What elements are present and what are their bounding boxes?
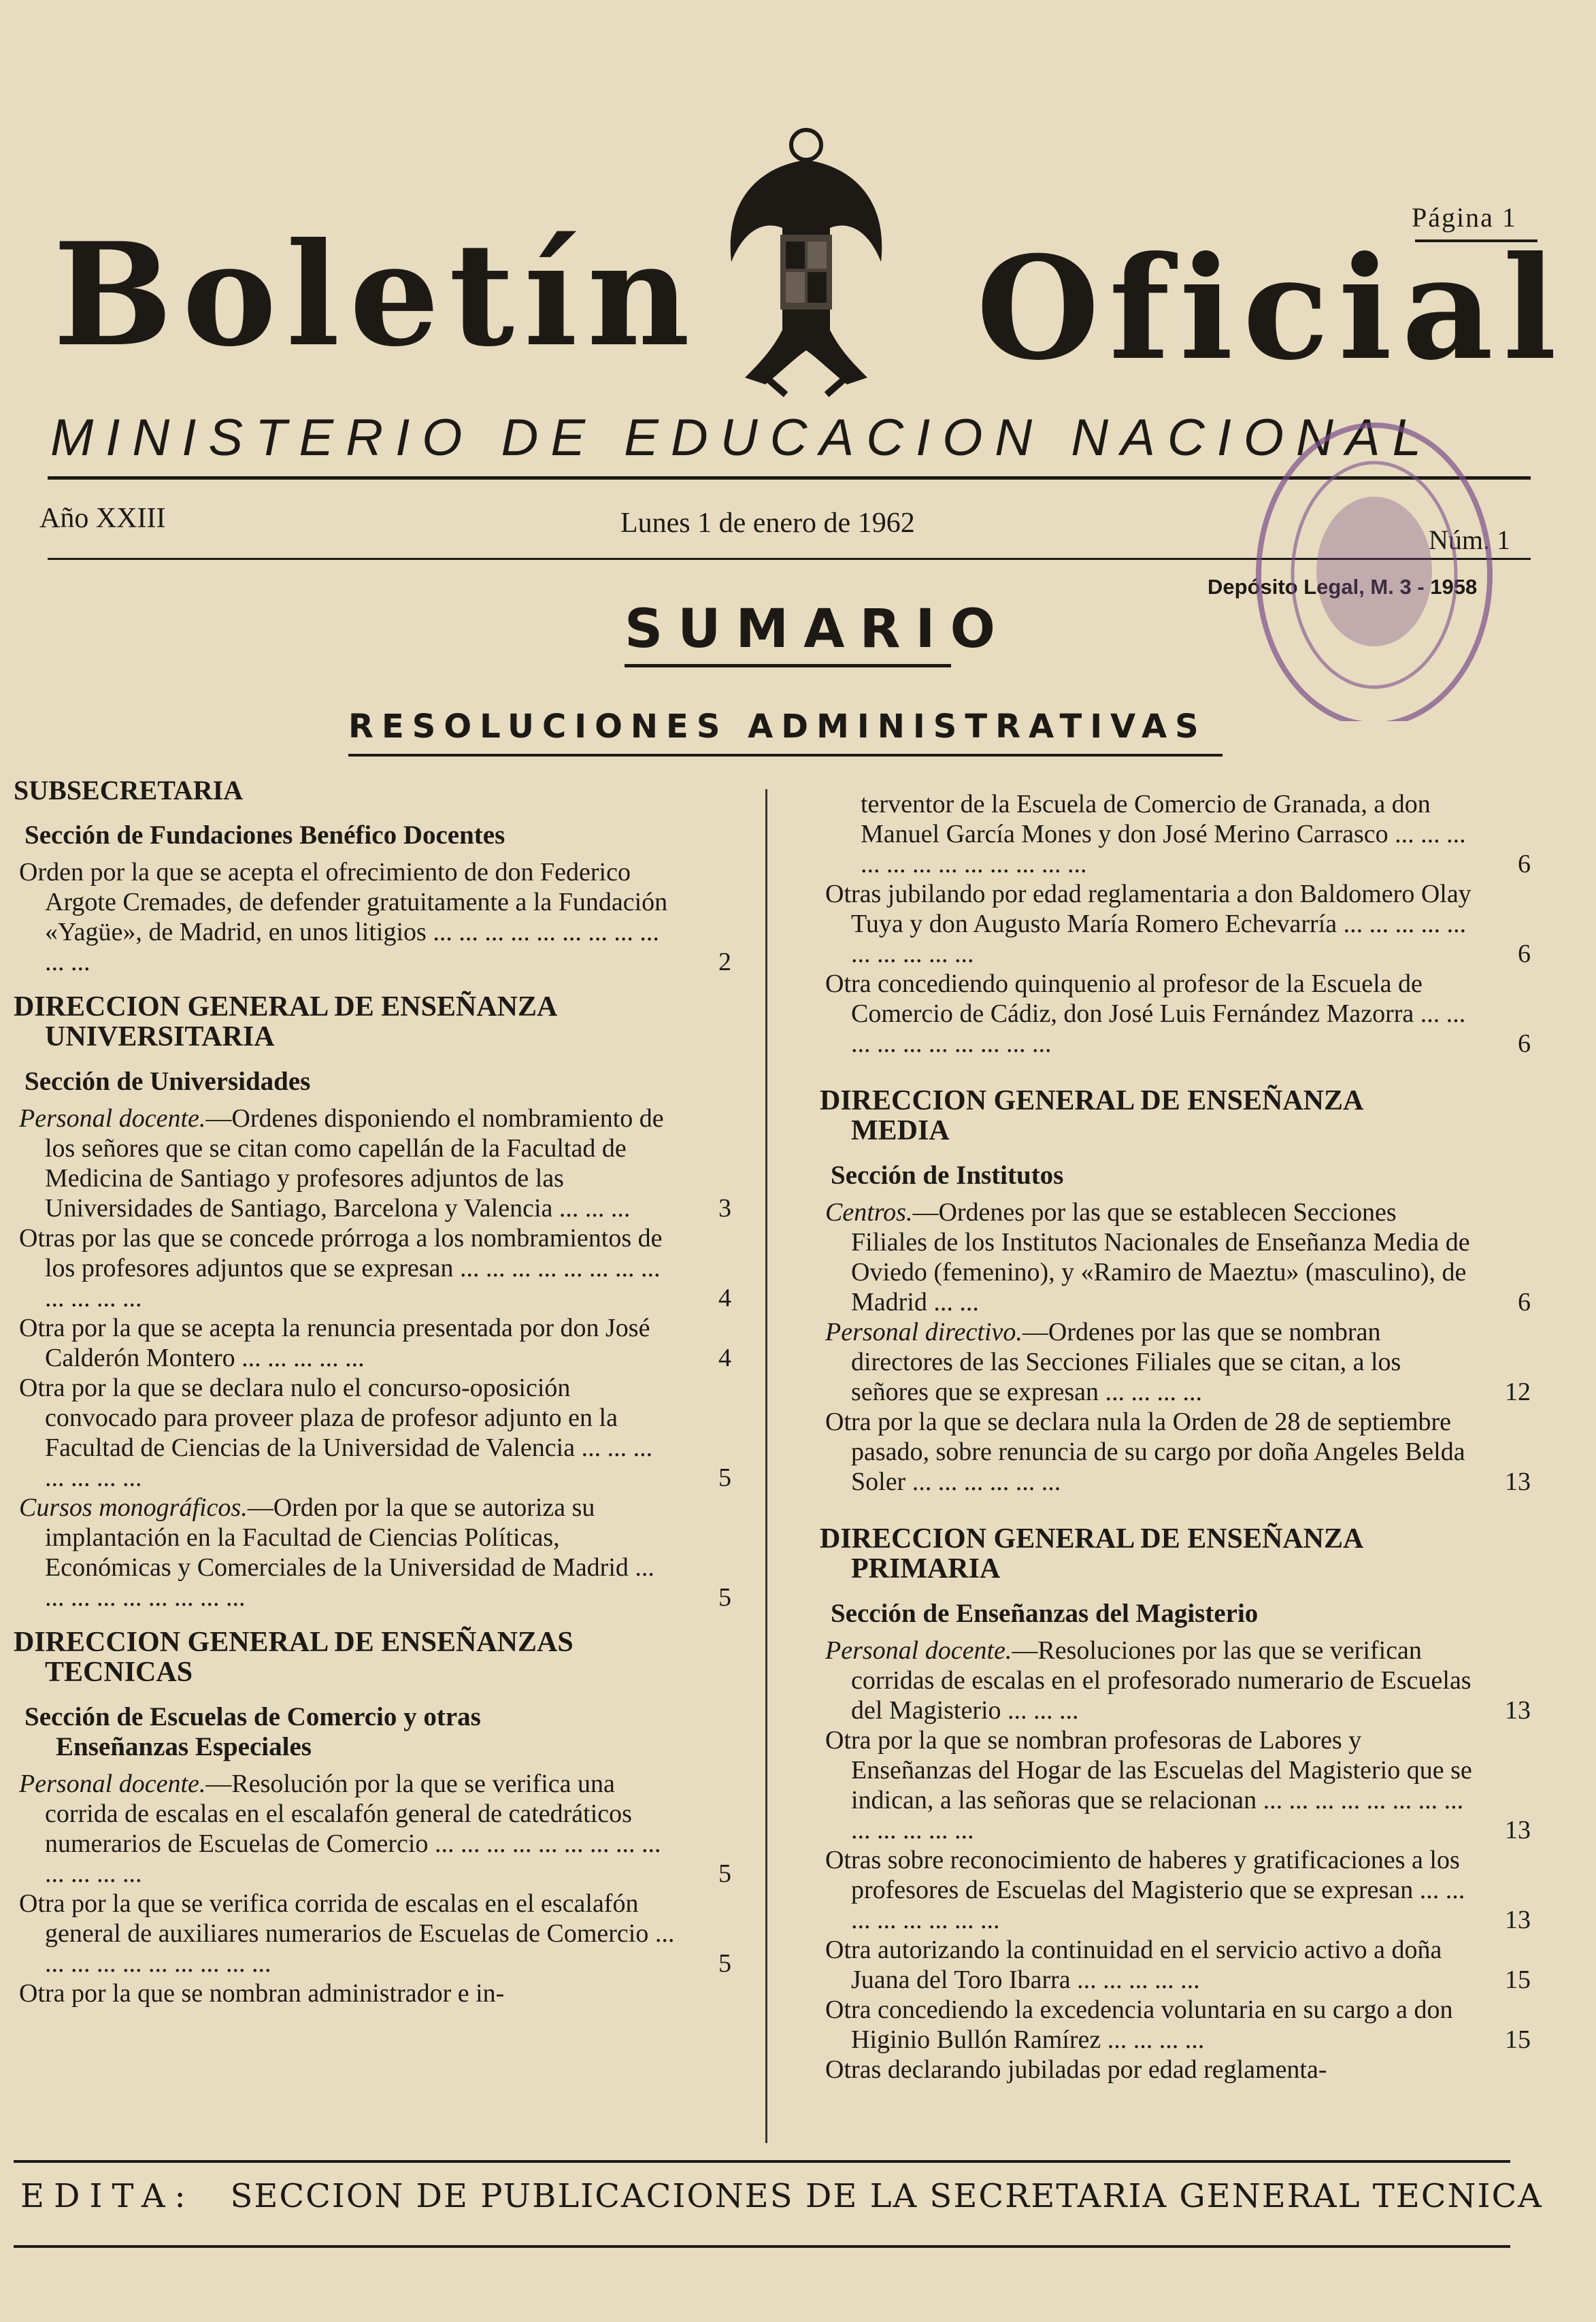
entry-page: 15	[1505, 1966, 1531, 1994]
section-dir-tecnicas	[14, 1627, 731, 1687]
entry-text: Otra por la que se declara nula la Orden de 28 de septiembre pasado, sobre renuncia de su cargo por doña Angeles Belda Soler ... ... ... ... ... ...	[825, 1408, 1465, 1496]
section-title-line: DIRECCION GENERAL DE ENSEÑANZA	[14, 991, 558, 1023]
entry-text: Otra por la que se nombran profesoras de Labores y Enseñanzas del Hogar de las Escuelas del Magisterio que se indican, a las señoras que se relacionan ... ... ... ... ... ... ... ... ... ... ... ... ...	[825, 1726, 1472, 1844]
footer-rule-top	[14, 2160, 1510, 2163]
subsection-magisterio: Sección de Enseñanzas del Magisterio	[831, 1599, 1259, 1628]
publisher-name: SECCION DE PUBLICACIONES DE LA SECRETARIA GENERAL TECNICA	[230, 2177, 1543, 2215]
entry-text: terventor de la Escuela de Comercio de Granada, a don Manuel García Mones y don José Merino Carrasco ... ... ... ... ... ... ... ... ... ... ... ...	[861, 790, 1466, 878]
section-dir-media	[820, 1086, 1531, 1146]
entry-text: Otras sobre reconocimiento de haberes y gratificaciones a los profesores de Escuelas del Magisterio que se expresan ... ... ... ... ... ... ... ...	[825, 1846, 1465, 1934]
toc-entry	[14, 1769, 731, 1889]
entry-text: Orden por la que se acepta el ofrecimiento de don Federico Argote Cremades, de defender gratuitamente a la Fundación «Yagüe», de Madrid, en unos litigios ... ... ... ... ... ... ... ... ... ... ...	[19, 858, 668, 976]
toc-entry	[820, 789, 1531, 879]
entry-page: 6	[1518, 1029, 1531, 1058]
entry-text: —Ordenes disponiendo el nombramiento de los señores que se citan como capellán de la Facultad de Medicina de Santiago y profesores adjuntos de las Universidades de Santiago, Barcelona y Valencia ... ... ...	[45, 1104, 664, 1223]
entry-text: Otras jubilando por edad reglamentaria a don Baldomero Olay Tuya y don Augusto María Romero Echevarría ... ... ... ... ... ... ... ... ... ...	[825, 880, 1472, 968]
entry-page: 13	[1505, 1906, 1531, 1934]
entry-text: Otra concediendo la excedencia voluntaria en su cargo a don Higinio Bullón Ramírez ... ... ... ...	[825, 1995, 1453, 2054]
toc-entry	[820, 1197, 1531, 1317]
entry-text: —Orden por la que se autoriza su implantación en la Facultad de Ciencias Políticas, Económicas y Comerciales de la Universidad de Madrid ... ... ... ... ... ... ... ... ...	[45, 1493, 654, 1612]
toc-entry	[14, 1104, 731, 1223]
publisher-label: EDITA:	[20, 2177, 195, 2215]
publisher-line	[20, 2177, 1543, 2215]
page-number: Página 1	[1412, 202, 1517, 233]
resolutions-heading: RESOLUCIONES ADMINISTRATIVAS	[348, 708, 1207, 746]
section-title-line: DIRECCION GENERAL DE ENSEÑANZA	[820, 1523, 1364, 1555]
summary-rule	[625, 664, 951, 667]
entry-lead: Personal docente.	[825, 1636, 1012, 1665]
entry-page: 4	[718, 1344, 731, 1372]
entry-lead: Centros.	[825, 1198, 913, 1227]
subsection-fundaciones: Sección de Fundaciones Benéfico Docentes	[24, 820, 505, 850]
toc-entry	[820, 1636, 1531, 1725]
issue-date: Lunes 1 de enero de 1962	[620, 508, 915, 539]
toc-entry	[820, 2055, 1531, 2085]
entry-text: Otra por la que se nombran administrador e in-	[19, 1979, 505, 2008]
entry-page: 2	[718, 948, 731, 976]
toc-entry	[14, 1978, 731, 2008]
entry-page: 6	[1518, 1288, 1531, 1316]
section-title-line: DIRECCION GENERAL DE ENSEÑANZA	[820, 1085, 1364, 1116]
toc-entry	[820, 879, 1531, 969]
right-column	[820, 789, 1531, 2085]
entry-text: Otra concediendo quinquenio al profesor de la Escuela de Comercio de Cádiz, don José Luis Fernández Mazorra ... ... ... ... ... ... ... ... ... ...	[825, 969, 1466, 1058]
resolutions-rule	[348, 754, 1223, 757]
column-divider	[765, 789, 767, 2143]
toc-entry	[14, 1223, 731, 1313]
toc-entry	[14, 1313, 731, 1373]
toc-entry	[820, 969, 1531, 1059]
entry-page: 6	[1518, 940, 1531, 968]
entry-text: —Ordenes por las que se establecen Secciones Filiales de los Institutos Nacionales de Enseñanza Media de Oviedo (femenino), y «Ramiro de Maeztu» (masculino), de Madrid ... ...	[851, 1198, 1470, 1316]
section-title-line: PRIMARIA	[851, 1553, 1001, 1585]
entry-lead: Personal directivo.	[825, 1318, 1023, 1346]
toc-entry	[14, 1889, 731, 1978]
subsection-universidades: Sección de Universidades	[24, 1067, 311, 1096]
entry-text: —Resoluciones por las que se verifican corridas de escalas en el profesorado numerario de Escuelas del Magisterio ... ... ...	[851, 1636, 1472, 1725]
ministry-name: MINISTERIO DE EDUCACION NACIONAL	[50, 409, 1433, 467]
entry-text: Otra autorizando la continuidad en el servicio activo a doña Juana del Toro Ibarra ... ... ... ... ...	[825, 1936, 1442, 1994]
subsection-title-line: Sección de Escuelas de Comercio y otras	[24, 1702, 481, 1731]
coat-of-arms-icon	[718, 126, 895, 398]
section-title-line: DIRECCION GENERAL DE ENSEÑANZAS	[14, 1627, 573, 1658]
subsection-title-line: Enseñanzas Especiales	[56, 1732, 312, 1761]
entry-text: Otra por la que se verifica corrida de escalas en el escalafón general de auxiliares numerarios de Escuelas de Comercio ... ... ... ... ... ... ... ... ... ...	[19, 1889, 675, 1978]
entry-text: —Ordenes por las que se nombran directores de las Secciones Filiales que se citan, a los señores que se expresan ... ... ... ...	[851, 1318, 1401, 1406]
subsection-comercio	[24, 1702, 731, 1762]
entry-lead: Personal docente.	[19, 1104, 206, 1133]
section-title-line: UNIVERSITARIA	[45, 1021, 275, 1052]
section-subsecretaria: SUBSECRETARIA	[14, 775, 244, 806]
title-oficial: Oficial	[976, 226, 1567, 392]
entry-page: 6	[1518, 850, 1531, 878]
title-boletin: Boletín	[53, 212, 700, 378]
entry-page: 15	[1505, 2025, 1531, 2054]
section-dir-universitaria	[14, 992, 731, 1052]
entry-page: 5	[718, 1583, 731, 1612]
entry-lead: Personal docente.	[19, 1770, 206, 1798]
entry-page: 13	[1505, 1696, 1531, 1725]
section-title-line: TECNICAS	[45, 1657, 193, 1688]
summary-heading: SUMARIO	[625, 599, 1010, 660]
entry-text: Otra por la que se declara nulo el concurso-oposición convocado para proveer plaza de profesor adjunto en la Facultad de Ciencias de la Universidad de Valencia ... ... ... ... ... ... ...	[19, 1374, 653, 1492]
entry-text: Otras declarando jubiladas por edad reglamenta-	[825, 2055, 1327, 2084]
toc-entry	[820, 1845, 1531, 1935]
entry-page: 13	[1505, 1816, 1531, 1844]
toc-entry	[14, 857, 731, 977]
toc-entry	[14, 1493, 731, 1612]
footer-rule-bottom	[14, 2245, 1510, 2248]
toc-entry	[820, 1317, 1531, 1407]
ink-stamp-icon	[1252, 378, 1510, 721]
entry-text: —Resolución por la que se verifica una corrida de escalas en el escalafón general de catedráticos numerarios de Escuelas de Comercio ... ... ... ... ... ... ... ... ... ... ... ... ...	[45, 1770, 661, 1888]
toc-entry	[820, 1407, 1531, 1497]
entry-page: 4	[718, 1284, 731, 1312]
toc-entry	[820, 1725, 1531, 1845]
entry-page: 5	[718, 1949, 731, 1978]
entry-text: Otras por las que se concede prórroga a los nombramientos de los profesores adjuntos que se expresan ... ... ... ... ... ... ... ... ... ... ... ...	[19, 1224, 663, 1312]
entry-text: Otra por la que se acepta la renuncia presentada por don José Calderón Montero ... ... ... ... ...	[19, 1314, 650, 1372]
entry-page: 5	[718, 1463, 731, 1492]
section-title-line: MEDIA	[851, 1115, 950, 1146]
subsection-institutos: Sección de Institutos	[831, 1161, 1064, 1190]
entry-page: 13	[1505, 1467, 1531, 1496]
entry-lead: Cursos monográficos.	[19, 1493, 248, 1522]
entry-page: 12	[1505, 1378, 1531, 1406]
legal-deposit: Depósito Legal, M. 3 - 1958	[1208, 575, 1478, 599]
issue-number: Núm. 1	[1429, 525, 1510, 555]
toc-entry	[14, 1373, 731, 1493]
year-label: Año XXIII	[39, 503, 166, 534]
left-column	[14, 776, 731, 2008]
toc-entry	[820, 1995, 1531, 2055]
section-dir-primaria	[820, 1524, 1531, 1584]
toc-entry	[820, 1935, 1531, 1995]
entry-page: 3	[718, 1194, 731, 1223]
entry-page: 5	[718, 1859, 731, 1888]
